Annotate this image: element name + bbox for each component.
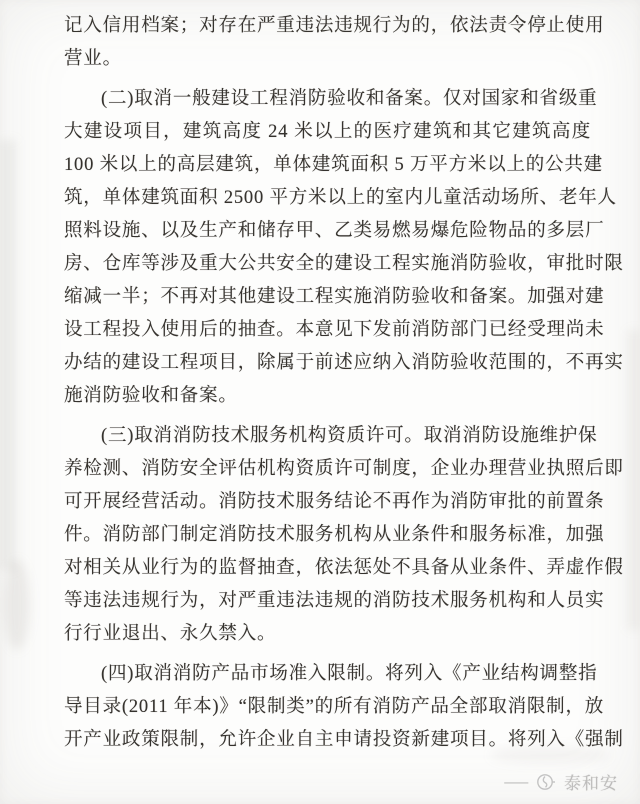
text-line: 设工程投入使用后的抽查。本意见下发前消防部门已经受理尚未 [64, 320, 605, 340]
text-line: 大建设项目，建筑高度 24 米以上的医疗建筑和其它建筑高度 [64, 122, 591, 142]
text-line: 开产业政策限制，允许企业自主申请投资新建项目。将列入《强制 [64, 730, 624, 750]
scan-artifact [0, 140, 16, 570]
paragraph [64, 658, 624, 757]
paragraph [64, 420, 624, 651]
flame-circle-logo-icon [535, 772, 555, 792]
brand-name: 泰和安 [564, 774, 618, 793]
text-line: 行行业退出、永久禁入。 [64, 624, 277, 644]
text-line: 营业。 [64, 49, 122, 69]
text-line: 房、仓库等涉及重大公共安全的建设工程实施消防验收，审批时限 [64, 254, 624, 274]
text-line: 件。消防部门制定消防技术服务机构从业条件和服务标准，加强 [64, 525, 605, 545]
text-line: 记入信用档案；对存在严重违法违规行为的，依法责令停止使用 [64, 16, 605, 36]
text-line: 100 米以上的高层建筑，单体建筑面积 5 万平方米以上的公共建 [64, 155, 603, 175]
text-line: 对相关从业行为的监督抽查，依法惩处不具备从业条件、弄虚作假 [64, 558, 624, 578]
text-line: (三)取消消防技术服务机构资质许可。取消消防设施维护保 [101, 426, 598, 446]
page-dash: — [504, 771, 530, 791]
text-line: 养检测、消防安全评估机构资质许可制度，企业办理营业执照后即 [64, 459, 624, 479]
text-line: 导目录(2011 年本)》“限制类”的所有消防产品全部取消限制，放 [64, 697, 605, 717]
text-line: 筑，单体建筑面积 2500 平方米以上的室内儿童活动场所、老年人 [64, 188, 617, 208]
text-line: 办结的建设工程项目，除属于前述应纳入消防验收范围的，不再实 [64, 353, 624, 373]
text-line: 缩减一半；不再对其他建设工程实施消防验收和备案。加强对建 [64, 287, 605, 307]
text-line: (二)取消一般建设工程消防验收和备案。仅对国家和省级重 [101, 89, 598, 109]
document-body [64, 10, 624, 757]
text-line: 照料设施、以及生产和储存甲、乙类易燃易爆危险物品的多层厂 [64, 221, 605, 241]
text-line: 可开展经营活动。消防技术服务结论不再作为消防审批的前置条 [64, 492, 605, 512]
paragraph [64, 10, 605, 76]
text-line: 等违法违规行为，对严重违法违规的消防技术服务机构和人员实 [64, 591, 605, 611]
scan-artifact [628, 330, 640, 630]
text-line: (四)取消消防产品市场准入限制。将列入《产业结构调整指 [101, 664, 598, 684]
scan-artifact [4, 560, 30, 650]
footer-watermark [504, 769, 618, 794]
paragraph [64, 83, 624, 413]
text-line: 施消防验收和备案。 [64, 386, 238, 406]
